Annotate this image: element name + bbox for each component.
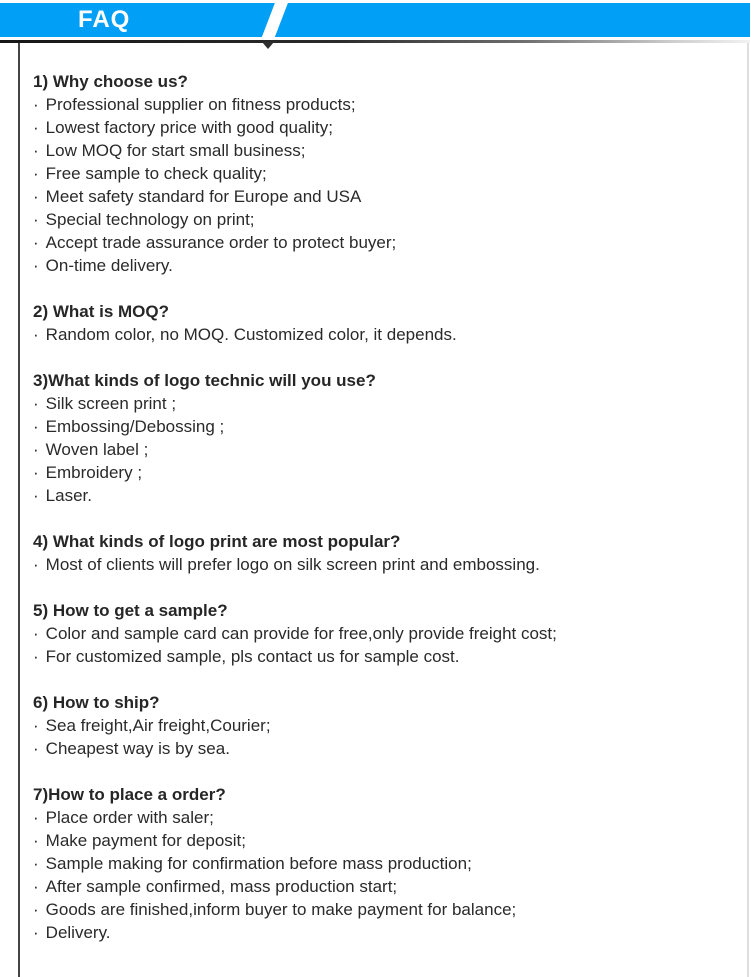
bullet-dot: ·	[33, 118, 39, 137]
bullet-dot: ·	[33, 831, 39, 850]
faq-answer	[33, 737, 726, 760]
bullet-dot: ·	[33, 141, 39, 160]
bullet-dot: ·	[33, 256, 39, 275]
faq-answer-text: Embossing/Debossing ;	[45, 417, 225, 436]
bullet-dot: ·	[33, 739, 39, 758]
faq-section	[33, 691, 726, 760]
bullet-dot: ·	[33, 716, 39, 735]
left-border-line	[18, 43, 20, 977]
faq-answer	[33, 921, 726, 944]
faq-answer	[33, 162, 726, 185]
faq-answer-text: Free sample to check quality;	[45, 164, 267, 183]
faq-answer	[33, 829, 726, 852]
faq-answer	[33, 185, 726, 208]
faq-question: 1) Why choose us?	[33, 72, 188, 91]
bullet-dot: ·	[33, 923, 39, 942]
faq-answer	[33, 898, 726, 921]
faq-section	[33, 783, 726, 944]
faq-answer	[33, 231, 726, 254]
faq-answer-text: Cheapest way is by sea.	[45, 739, 230, 758]
faq-answer	[33, 553, 726, 576]
faq-answer	[33, 875, 726, 898]
faq-answer	[33, 484, 726, 507]
faq-answer-text: Silk screen print ;	[45, 394, 177, 413]
faq-answer-text: Laser.	[45, 486, 92, 505]
bullet-dot: ·	[33, 854, 39, 873]
bullet-dot: ·	[33, 187, 39, 206]
faq-answer	[33, 116, 726, 139]
faq-answer-text: Make payment for deposit;	[45, 831, 246, 850]
faq-answer	[33, 208, 726, 231]
faq-answer-text: On-time delivery.	[45, 256, 173, 275]
bullet-dot: ·	[33, 394, 39, 413]
faq-answer-text: Delivery.	[45, 923, 111, 942]
faq-answer	[33, 645, 726, 668]
faq-answer	[33, 852, 726, 875]
faq-answer-text: Color and sample card can provide for free,only provide freight cost;	[45, 624, 557, 643]
faq-answer	[33, 438, 726, 461]
faq-question: 4) What kinds of logo print are most popular?	[33, 532, 401, 551]
faq-content	[33, 70, 726, 967]
faq-question: 6) How to ship?	[33, 693, 160, 712]
faq-answer-text: Sample making for confirmation before mass production;	[45, 854, 472, 873]
faq-answer-text: Meet safety standard for Europe and USA	[45, 187, 362, 206]
faq-question: 2) What is MOQ?	[33, 302, 169, 321]
faq-answer-text: Special technology on print;	[45, 210, 255, 229]
bullet-dot: ·	[33, 877, 39, 896]
faq-answer	[33, 622, 726, 645]
faq-answer	[33, 806, 726, 829]
bullet-dot: ·	[33, 808, 39, 827]
faq-answer	[33, 323, 726, 346]
bullet-dot: ·	[33, 164, 39, 183]
faq-answer-text: Embroidery ;	[45, 463, 143, 482]
faq-answer	[33, 139, 726, 162]
faq-answer-text: After sample confirmed, mass production start;	[45, 877, 398, 896]
faq-answer	[33, 392, 726, 415]
faq-answer-text: Goods are finished,inform buyer to make payment for balance;	[45, 900, 517, 919]
faq-banner	[0, 3, 750, 37]
faq-section	[33, 599, 726, 668]
banner-slash-decoration	[260, 3, 289, 37]
faq-section	[33, 369, 726, 507]
faq-answer-text: Lowest factory price with good quality;	[45, 118, 333, 137]
faq-answer	[33, 415, 726, 438]
faq-answer-text: For customized sample, pls contact us for sample cost.	[45, 647, 460, 666]
faq-answer-text: Place order with saler;	[45, 808, 214, 827]
faq-answer	[33, 254, 726, 277]
bullet-dot: ·	[33, 440, 39, 459]
faq-answer	[33, 714, 726, 737]
bullet-dot: ·	[33, 555, 39, 574]
banner-underline	[0, 40, 750, 43]
faq-section	[33, 300, 726, 346]
faq-question: 7)How to place a order?	[33, 785, 226, 804]
bullet-dot: ·	[33, 647, 39, 666]
bullet-dot: ·	[33, 463, 39, 482]
bullet-dot: ·	[33, 900, 39, 919]
faq-answer-text: Low MOQ for start small business;	[45, 141, 306, 160]
faq-question: 3)What kinds of logo technic will you use?	[33, 371, 376, 390]
bullet-dot: ·	[33, 417, 39, 436]
banner-title: FAQ	[78, 6, 131, 33]
faq-section	[33, 70, 726, 277]
faq-answer-text: Sea freight,Air freight,Courier;	[45, 716, 271, 735]
bullet-dot: ·	[33, 233, 39, 252]
faq-answer-text: Random color, no MOQ. Customized color, it depends.	[45, 325, 457, 344]
underline-notch-triangle	[262, 42, 274, 49]
bullet-dot: ·	[33, 624, 39, 643]
faq-answer-text: Accept trade assurance order to protect buyer;	[45, 233, 397, 252]
bullet-dot: ·	[33, 325, 39, 344]
bullet-dot: ·	[33, 486, 39, 505]
bullet-dot: ·	[33, 95, 39, 114]
faq-section	[33, 530, 726, 576]
faq-answer-text: Woven label ;	[45, 440, 149, 459]
faq-answer	[33, 93, 726, 116]
bullet-dot: ·	[33, 210, 39, 229]
faq-answer-text: Most of clients will prefer logo on silk screen print and embossing.	[45, 555, 540, 574]
faq-answer-text: Professional supplier on fitness products;	[45, 95, 356, 114]
faq-question: 5) How to get a sample?	[33, 601, 228, 620]
right-border-line	[747, 43, 749, 977]
faq-answer	[33, 461, 726, 484]
